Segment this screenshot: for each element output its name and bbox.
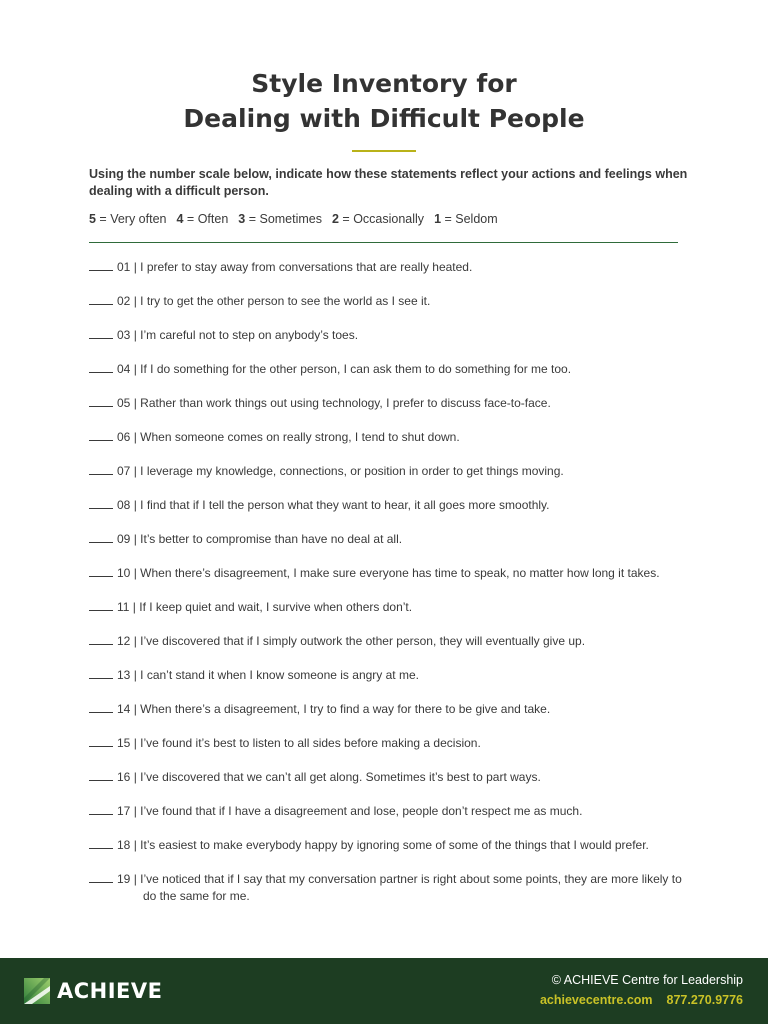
statement-number: 05 <box>117 396 131 410</box>
page-title <box>0 66 768 136</box>
answer-blank[interactable] <box>89 804 113 815</box>
statement-text: I find that if I tell the person what they want to hear, it all goes more smoothly. <box>140 498 550 512</box>
separator: | <box>130 634 141 648</box>
answer-blank[interactable] <box>89 498 113 509</box>
scale-number: 5 <box>89 212 96 226</box>
answer-blank[interactable] <box>89 634 113 645</box>
statement-number: 01 <box>117 260 131 274</box>
instructions: Using the number scale below, indicate how these statements reflect your actions and feelings when dealing with a difficult person. <box>89 167 688 198</box>
statement-number: 08 <box>117 498 131 512</box>
answer-blank[interactable] <box>89 770 113 781</box>
statement-item <box>89 667 689 684</box>
statement-item <box>89 803 689 820</box>
statement-number: 12 <box>117 634 131 648</box>
statement-number: 11 <box>117 600 130 614</box>
statement-item <box>89 531 689 548</box>
statement-text: I’ve found that if I have a disagreement and lose, people don’t respect me as much. <box>140 804 583 818</box>
statement-number: 10 <box>117 566 131 580</box>
answer-blank[interactable] <box>89 532 113 543</box>
statement-text: I’ve found it’s best to listen to all sides before making a decision. <box>140 736 481 750</box>
statement-item <box>89 633 689 650</box>
statement-item <box>89 395 689 412</box>
statement-item <box>89 735 689 752</box>
statement-item <box>89 565 689 582</box>
answer-blank[interactable] <box>89 260 113 271</box>
statement-text: I can’t stand it when I know someone is angry at me. <box>140 668 419 682</box>
scale-divider <box>89 242 678 243</box>
separator: | <box>130 430 141 444</box>
statement-item <box>89 259 689 276</box>
scale-item <box>434 212 498 226</box>
separator: | <box>130 294 141 308</box>
logo-text: ACHIEVE <box>57 979 163 1003</box>
statement-list <box>89 259 689 922</box>
separator: | <box>130 872 141 886</box>
answer-blank[interactable] <box>89 600 113 611</box>
scale-number: 1 <box>434 212 442 226</box>
statement-text: When someone comes on really strong, I tend to shut down. <box>140 430 460 444</box>
statement-number: 16 <box>117 770 131 784</box>
statement-text: When there’s disagreement, I make sure everyone has time to speak, no matter how long it takes. <box>140 566 660 580</box>
separator: | <box>130 702 141 716</box>
scale-label: = Often <box>183 212 229 226</box>
statement-text: I leverage my knowledge, connections, or position in order to get things moving. <box>140 464 564 478</box>
answer-blank[interactable] <box>89 362 113 373</box>
answer-blank[interactable] <box>89 736 113 747</box>
phone-number: 877.270.9776 <box>666 993 743 1007</box>
title-divider <box>352 150 416 152</box>
answer-blank[interactable] <box>89 294 113 305</box>
statement-item <box>89 463 689 480</box>
separator: | <box>130 396 141 410</box>
achieve-logo-icon <box>24 978 50 1004</box>
statement-item <box>89 429 689 446</box>
answer-blank[interactable] <box>89 838 113 849</box>
statement-item <box>89 497 689 514</box>
separator: | <box>130 498 141 512</box>
scale-item <box>332 212 424 226</box>
separator: | <box>130 362 141 376</box>
scale-number: 2 <box>332 212 339 226</box>
statement-text: I try to get the other person to see the world as I see it. <box>140 294 431 308</box>
statement-number: 02 <box>117 294 131 308</box>
website-link[interactable]: achievecentre.com <box>539 993 653 1007</box>
answer-blank[interactable] <box>89 872 113 883</box>
scale-label: = Sometimes <box>245 212 322 226</box>
answer-blank[interactable] <box>89 668 113 679</box>
footer <box>0 958 768 1024</box>
answer-blank[interactable] <box>89 566 113 577</box>
statement-item <box>89 871 689 905</box>
scale-item <box>177 212 229 226</box>
answer-blank[interactable] <box>89 464 113 475</box>
separator: | <box>130 464 141 478</box>
answer-blank[interactable] <box>89 328 113 339</box>
title-line-1: Style Inventory for <box>251 69 517 98</box>
separator: | <box>130 566 141 580</box>
statement-item <box>89 701 689 718</box>
statement-text: It’s better to compromise than have no deal at all. <box>140 532 403 546</box>
statement-text: If I do something for the other person, I can ask them to do something for me too. <box>140 362 572 376</box>
statement-number: 09 <box>117 532 131 546</box>
statement-item <box>89 361 689 378</box>
scale-item <box>89 212 167 226</box>
statement-number: 19 <box>117 872 131 886</box>
separator: | <box>130 260 141 274</box>
statement-text: Rather than work things out using technology, I prefer to discuss face-to-face. <box>140 396 551 410</box>
separator: | <box>130 668 141 682</box>
rating-scale <box>89 210 689 228</box>
statement-item <box>89 769 689 786</box>
statement-text: If I keep quiet and wait, I survive when others don’t. <box>139 600 413 614</box>
statement-item <box>89 837 689 854</box>
statement-number: 06 <box>117 430 131 444</box>
statement-number: 13 <box>117 668 131 682</box>
statement-number: 04 <box>117 362 131 376</box>
answer-blank[interactable] <box>89 430 113 441</box>
statement-item <box>89 327 689 344</box>
scale-number: 3 <box>238 212 246 226</box>
statement-text: I’ve noticed that if I say that my conversation partner is right about some points, they are more likely to do the same for me. <box>140 872 682 903</box>
statement-number: 03 <box>117 328 131 342</box>
separator: | <box>130 328 141 342</box>
statement-number: 15 <box>117 736 131 750</box>
separator: | <box>129 600 140 614</box>
statement-number: 18 <box>117 838 131 852</box>
statement-text: I’ve discovered that we can’t all get along. Sometimes it’s best to part ways. <box>140 770 541 784</box>
separator: | <box>130 838 141 852</box>
copyright-text: © ACHIEVE Centre for Leadership <box>551 973 743 987</box>
answer-blank[interactable] <box>89 702 113 713</box>
statement-number: 17 <box>117 804 131 818</box>
statement-item <box>89 599 689 616</box>
separator: | <box>130 770 141 784</box>
scale-label: = Occasionally <box>338 212 425 226</box>
separator: | <box>130 804 141 818</box>
separator: | <box>130 532 141 546</box>
answer-blank[interactable] <box>89 396 113 407</box>
contact-info <box>540 992 743 1009</box>
scale-number: 4 <box>176 212 184 226</box>
statement-item <box>89 293 689 310</box>
statement-text: When there’s a disagreement, I try to find a way for there to be give and take. <box>140 702 551 716</box>
statement-text: I’ve discovered that if I simply outwork the other person, they will eventually give up. <box>140 634 586 648</box>
separator: | <box>130 736 141 750</box>
scale-label: = Seldom <box>441 212 498 226</box>
statement-text: I prefer to stay away from conversations that are really heated. <box>140 260 473 274</box>
statement-number: 14 <box>117 702 131 716</box>
scale-item <box>238 212 322 226</box>
title-line-2: Dealing with Difficult People <box>183 104 585 133</box>
statement-number: 07 <box>117 464 131 478</box>
scale-label: = Very often <box>95 212 167 226</box>
statement-text: It’s easiest to make everybody happy by ignoring some of some of the things that I would prefer. <box>140 838 649 852</box>
statement-text: I’m careful not to step on anybody’s toes. <box>140 328 359 342</box>
